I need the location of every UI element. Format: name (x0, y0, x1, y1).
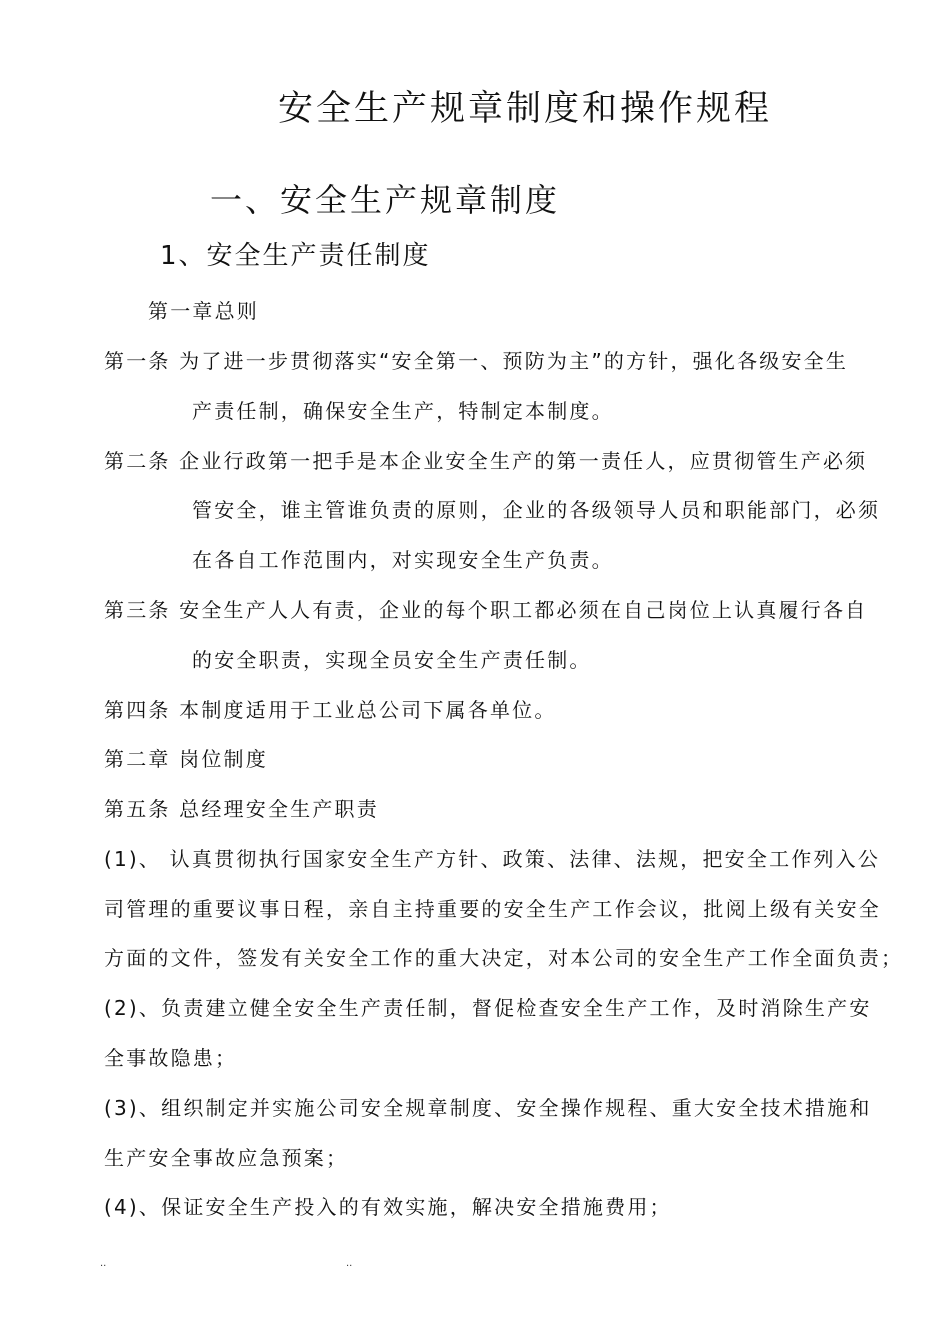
article-2-line-2: 管安全，谁主管谁负责的原则，企业的各级领导人员和职能部门，必须 (192, 498, 881, 522)
duty-3-line-2: 生产安全事故应急预案； (104, 1146, 349, 1170)
duty-1-line-1: (1)、 认真贯彻执行国家安全生产方针、政策、法律、法规，把安全工作列入公 (104, 847, 881, 871)
footer-mark-right: .. (346, 1258, 353, 1269)
footer-mark-left: .. (100, 1258, 107, 1269)
duty-1-line-2: 司管理的重要议事日程，亲自主持重要的安全生产工作会议，批阅上级有关安全 (104, 897, 881, 921)
duty-1-line-3: 方面的文件，签发有关安全工作的重大决定，对本公司的安全生产工作全面负责； (104, 946, 904, 970)
chapter-heading-positions: 第二章 岗位制度 (104, 747, 268, 771)
duty-2-line-1: (2)、负责建立健全安全生产责任制，督促检查安全生产工作，及时消除生产安 (104, 996, 872, 1020)
document-title: 安全生产规章制度和操作规程 (278, 89, 773, 129)
section-heading: 一、安全生产规章制度 (210, 181, 561, 219)
article-2-line-3: 在各自工作范围内，对实现安全生产负责。 (192, 548, 614, 572)
article-1-line-1: 第一条 为了进一步贯彻落实“安全第一、预防为主”的方针，强化各级安全生 (104, 349, 849, 373)
article-3-line-2: 的安全职责，实现全员安全生产责任制。 (192, 648, 592, 672)
article-3-line-1: 第三条 安全生产人人有责，企业的每个职工都必须在自己岗位上认真履行各自 (104, 598, 868, 622)
subsection-heading: 1、安全生产责任制度 (160, 241, 431, 271)
article-1-line-2: 产责任制，确保安全生产，特制定本制度。 (192, 399, 614, 423)
article-2-line-1: 第二条 企业行政第一把手是本企业安全生产的第一责任人，应贯彻管生产必须 (104, 449, 868, 473)
duty-3-line-1: (3)、组织制定并实施公司安全规章制度、安全操作规程、重大安全技术措施和 (104, 1096, 872, 1120)
chapter-heading-general: 第一章总则 (148, 299, 259, 323)
article-5-heading: 第五条 总经理安全生产职责 (104, 797, 379, 821)
article-4: 第四条 本制度适用于工业总公司下属各单位。 (104, 698, 557, 722)
duty-2-line-2: 全事故隐患； (104, 1046, 238, 1070)
duty-4-line-1: (4)、保证安全生产投入的有效实施，解决安全措施费用； (104, 1195, 672, 1219)
